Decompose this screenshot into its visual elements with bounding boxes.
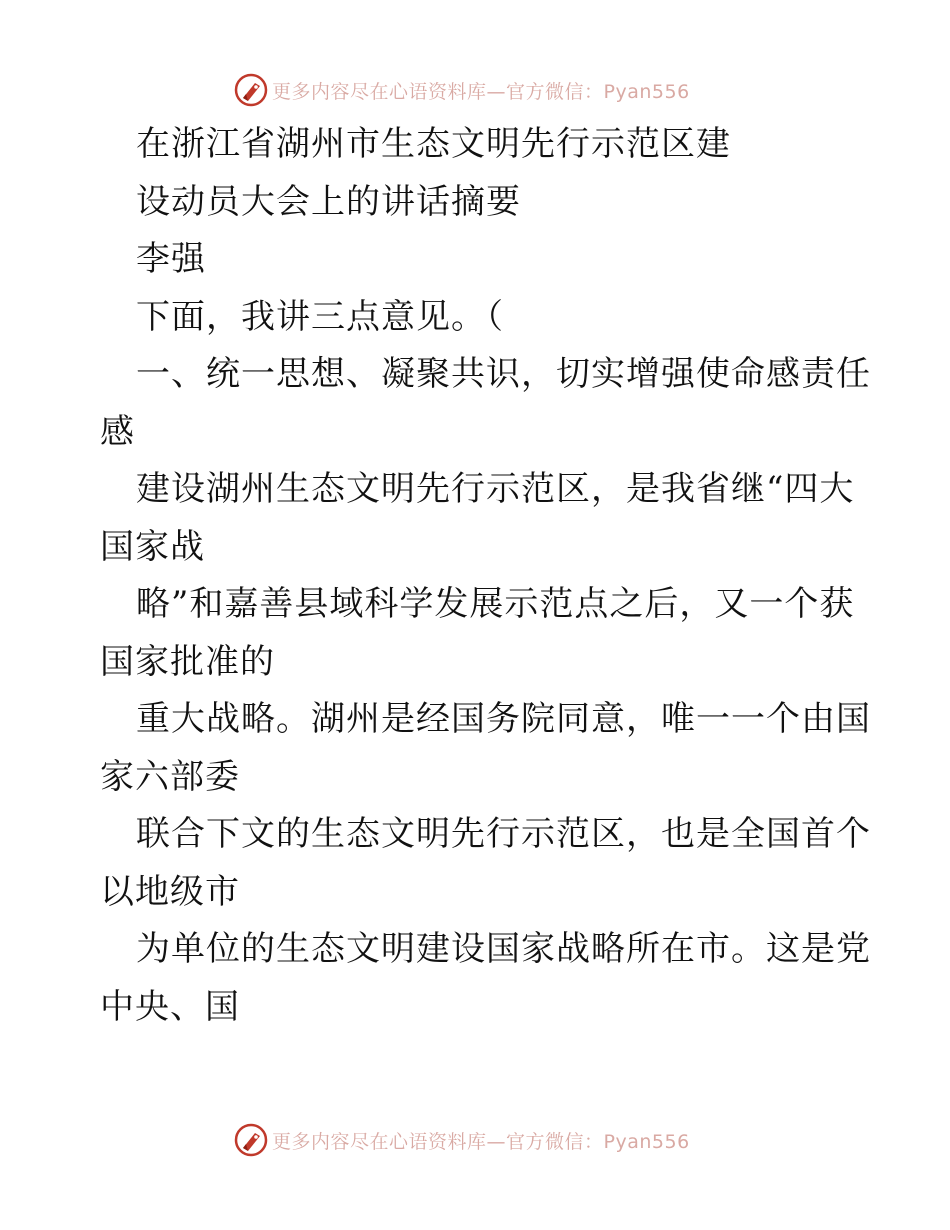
text-line: 为单位的生态文明建设国家战略所在市。这是党 [136, 929, 871, 969]
banner-text: 更多内容尽在心语资料库—官方微信：Pyan556 [272, 80, 690, 103]
text-line: 建设湖州生态文明先行示范区，是我省继“四大 [136, 469, 855, 509]
text-line: 在浙江省湖州市生态文明先行示范区建 [136, 124, 731, 164]
text-line: 国家批准的 [100, 641, 275, 682]
text-line: 感 [100, 411, 135, 452]
text-line: 李强 [136, 239, 206, 279]
text-line: 一、统一思想、凝聚共识，切实增强使命感责任 [136, 354, 871, 394]
text-line: 下面，我讲三点意见。（ [136, 296, 504, 337]
document-body [100, 116, 871, 1036]
pen-nib-icon [234, 1123, 268, 1157]
pen-nib-icon [234, 73, 268, 107]
footer-banner [234, 1122, 690, 1158]
text-line: 家六部委 [100, 756, 240, 797]
text-line: 中央、国 [100, 986, 240, 1027]
text-line: 略”和嘉善县域科学发展示范点之后，又一个获 [136, 584, 855, 624]
text-line: 设动员大会上的讲话摘要 [136, 181, 521, 222]
text-line: 联合下文的生态文明先行示范区，也是全国首个 [136, 814, 871, 854]
banner-text: 更多内容尽在心语资料库—官方微信：Pyan556 [272, 1130, 690, 1153]
text-line: 国家战 [100, 526, 205, 567]
text-line: 重大战略。湖州是经国务院同意，唯一一个由国 [136, 699, 871, 739]
text-line: 以地级市 [100, 871, 240, 912]
header-banner [234, 72, 690, 108]
